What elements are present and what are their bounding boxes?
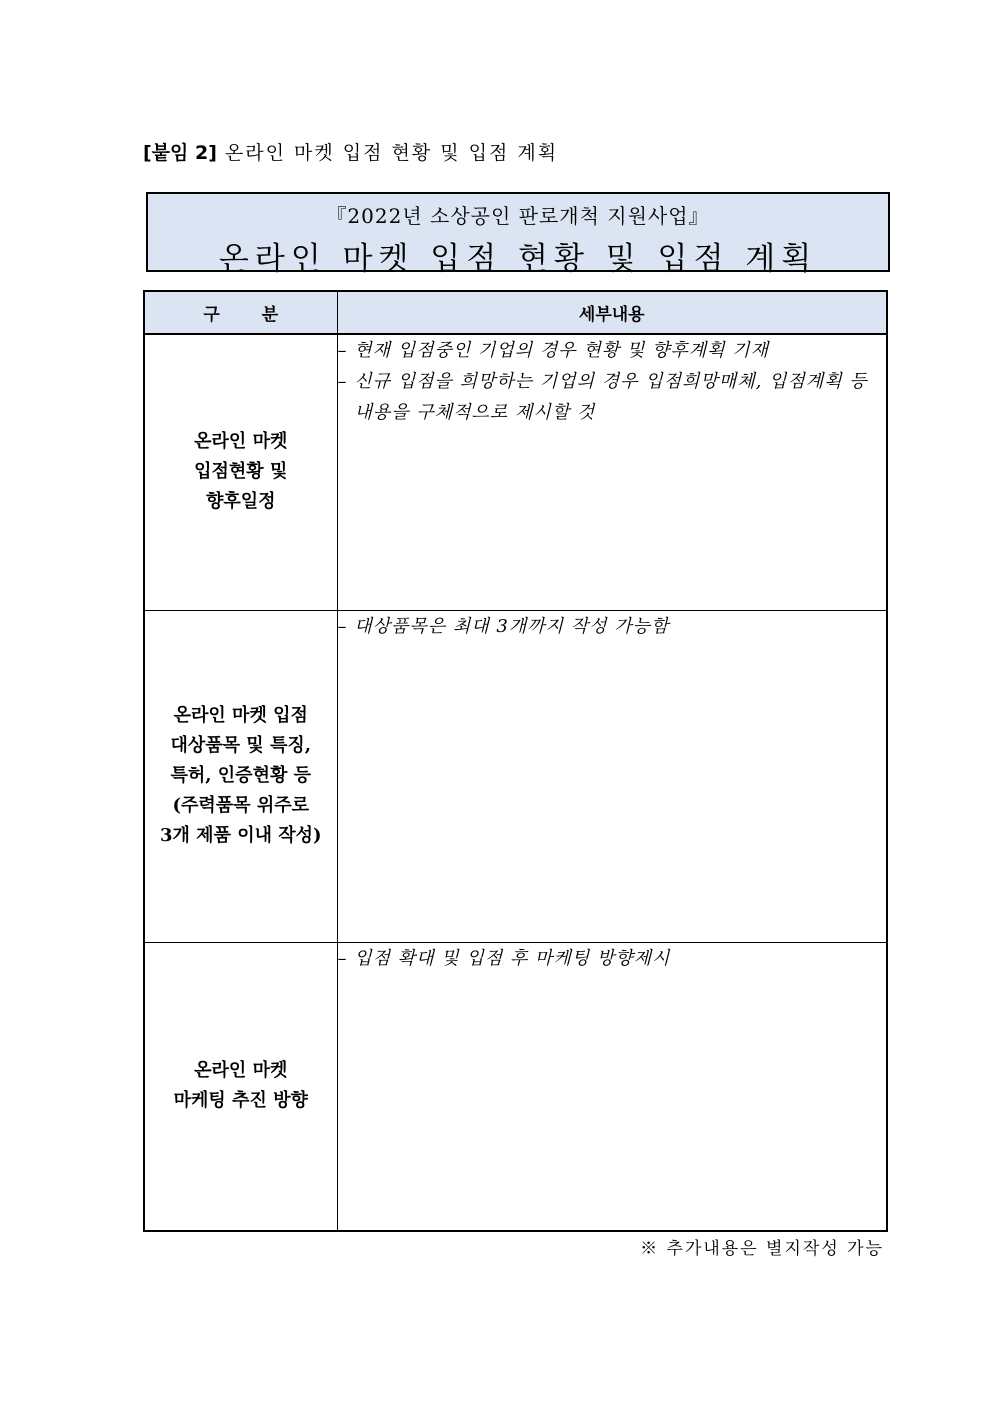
table-row <box>144 942 887 1231</box>
detail-cell-marketing[interactable] <box>337 942 887 1231</box>
attachment-tag: [붙임 2] <box>143 142 217 164</box>
category-line: 3개 제품 이내 작성) <box>159 825 322 846</box>
plan-table <box>143 290 888 1232</box>
category-line: 온라인 마켓 입점 <box>173 705 308 726</box>
page-title: 온라인 마켓 입점 현황 및 입점 계획 <box>218 241 818 277</box>
table-row <box>144 610 887 942</box>
header-detail: 세부내용 <box>337 291 887 334</box>
title-subtitle: 『2022년 소상공인 판로개척 지원사업』 <box>326 204 710 228</box>
category-line: 대상품목 및 특징, <box>170 735 311 756</box>
category-line: 온라인 마켓 <box>194 1060 288 1082</box>
detail-cell-target-products[interactable] <box>337 610 887 942</box>
row-category-market-status <box>144 334 337 610</box>
category-line: 특허, 인증현황 등 <box>170 765 311 786</box>
detail-cell-market-status[interactable] <box>337 334 887 610</box>
footnote: ※ 추가내용은 별지작성 가능 <box>640 1239 884 1259</box>
category-line: 입점현황 및 <box>194 461 288 483</box>
detail-hint: – 현재 입점중인 기업의 경우 현황 및 향후계획 기재 <box>337 340 770 361</box>
row-category-marketing <box>144 942 337 1231</box>
row-category-target-products <box>144 610 337 942</box>
category-line: 마케팅 추진 방향 <box>173 1090 308 1112</box>
detail-hint: – 대상품목은 최대 3개까지 작성 가능함 <box>337 615 670 637</box>
table-row <box>144 334 887 610</box>
category-line: (주력품목 위주로 <box>172 795 309 816</box>
attachment-heading <box>143 138 558 165</box>
detail-hint: – 신규 입점을 희망하는 기업의 경우 입점희망매체, 입점계획 등 내용을 구체적으로 제시할 것 <box>337 371 868 423</box>
header-category: 구 분 <box>144 291 337 334</box>
detail-hint: – 입점 확대 및 입점 후 마케팅 방향제시 <box>337 947 671 969</box>
category-line: 온라인 마켓 <box>194 431 288 453</box>
category-line: 향후일정 <box>205 491 276 513</box>
title-box <box>146 192 890 277</box>
attachment-text: 온라인 마켓 입점 현황 및 입점 계획 <box>224 142 559 164</box>
table-header-row <box>144 291 887 334</box>
